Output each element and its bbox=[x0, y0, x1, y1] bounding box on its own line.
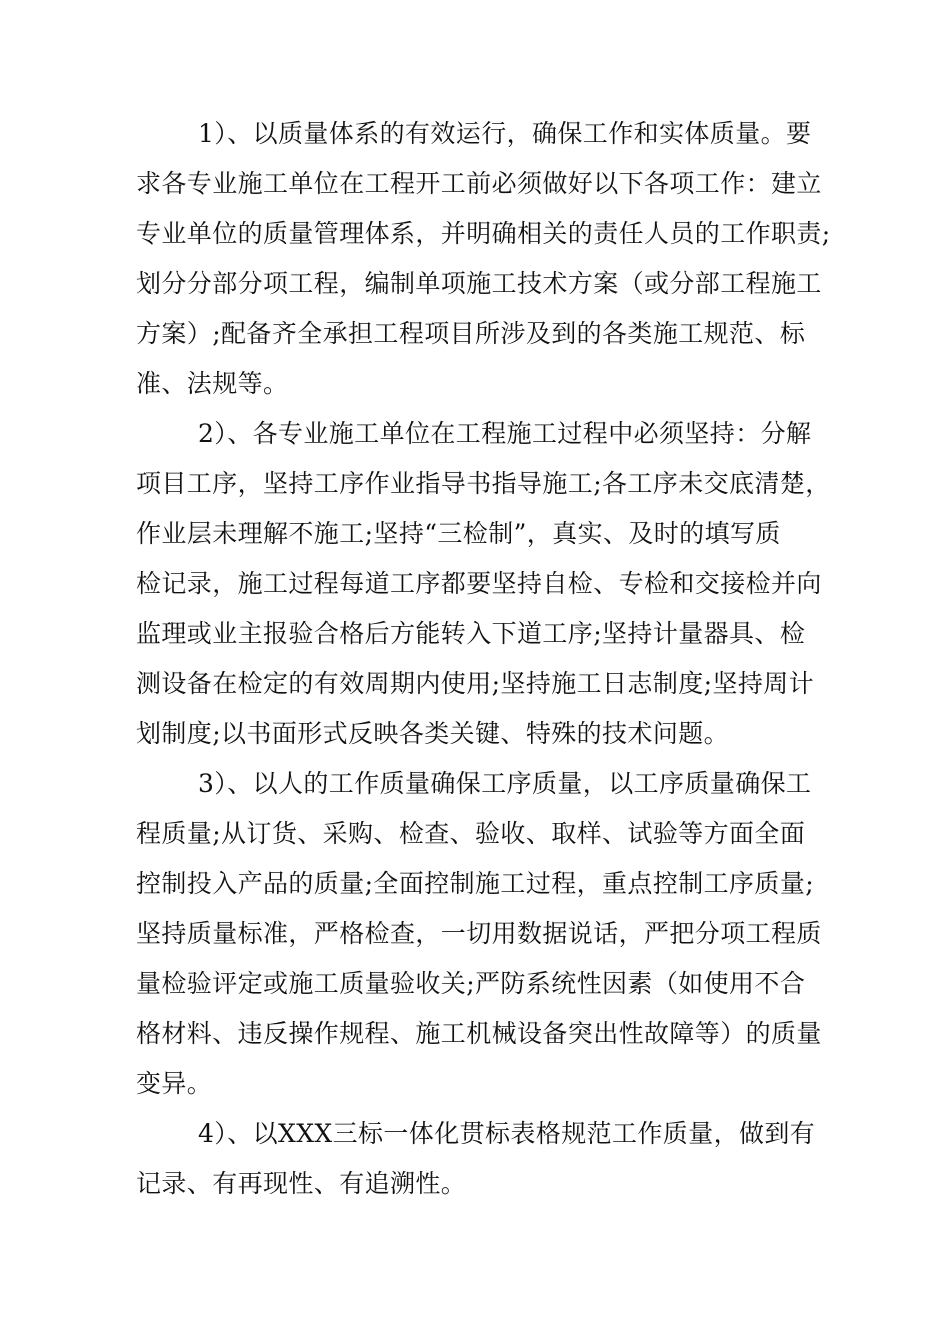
paragraph-line: 方案）;配备齐全承担工程项目所涉及到的各类施工规范、标 bbox=[136, 319, 806, 348]
paragraph-line: 检记录，施工过程每道工序都要坚持自检、专检和交接检并向 bbox=[136, 569, 822, 598]
paragraph-line: 量检验评定或施工质量验收关;严防系统性因素（如使用不合 bbox=[136, 969, 806, 998]
paragraph-line: 坚持质量标准，严格检查，一切用数据说话，严把分项工程质 bbox=[136, 919, 822, 948]
paragraph-line: 3）、以人的工作质量确保工序质量，以工序质量确保工 bbox=[198, 769, 812, 798]
paragraph-line: 监理或业主报验合格后方能转入下道工序;坚持计量器具、检 bbox=[136, 619, 806, 648]
paragraph-line: 1）、以质量体系的有效运行，确保工作和实体质量。要 bbox=[198, 119, 812, 148]
paragraph-line: 作业层未理解不施工;坚持“三检制”，真实、及时的填写质 bbox=[136, 519, 781, 548]
paragraph-line: 变异。 bbox=[136, 1069, 213, 1098]
paragraph-line: 项目工序，坚持工序作业指导书指导施工;各工序未交底清楚， bbox=[136, 469, 831, 498]
paragraph-line: 划制度;以书面形式反映各类关键、特殊的技术问题。 bbox=[136, 719, 730, 748]
paragraph-line: 专业单位的质量管理体系，并明确相关的责任人员的工作职责; bbox=[136, 219, 831, 248]
paragraph-line: 划分分部分项工程，编制单项施工技术方案（或分部工程施工 bbox=[136, 269, 822, 298]
paragraph-line: 4）、以XXX三标一体化贯标表格规范工作质量，做到有 bbox=[198, 1119, 816, 1148]
paragraph-line: 记录、有再现性、有追溯性。 bbox=[136, 1169, 467, 1198]
paragraph-line: 2）、各专业施工单位在工程施工过程中必须坚持：分解 bbox=[198, 419, 812, 448]
paragraph-line: 求各专业施工单位在工程开工前必须做好以下各项工作：建立 bbox=[136, 169, 822, 198]
paragraph-line: 格材料、违反操作规程、施工机械设备突出性故障等）的质量 bbox=[136, 1019, 822, 1048]
paragraph-line: 准、法规等。 bbox=[136, 369, 289, 398]
paragraph-line: 程质量;从订货、采购、检查、验收、取样、试验等方面全面 bbox=[136, 819, 806, 848]
paragraph-line: 测设备在检定的有效周期内使用;坚持施工日志制度;坚持周计 bbox=[136, 669, 815, 698]
paragraph-line: 控制投入产品的质量;全面控制施工过程，重点控制工序质量; bbox=[136, 869, 815, 898]
